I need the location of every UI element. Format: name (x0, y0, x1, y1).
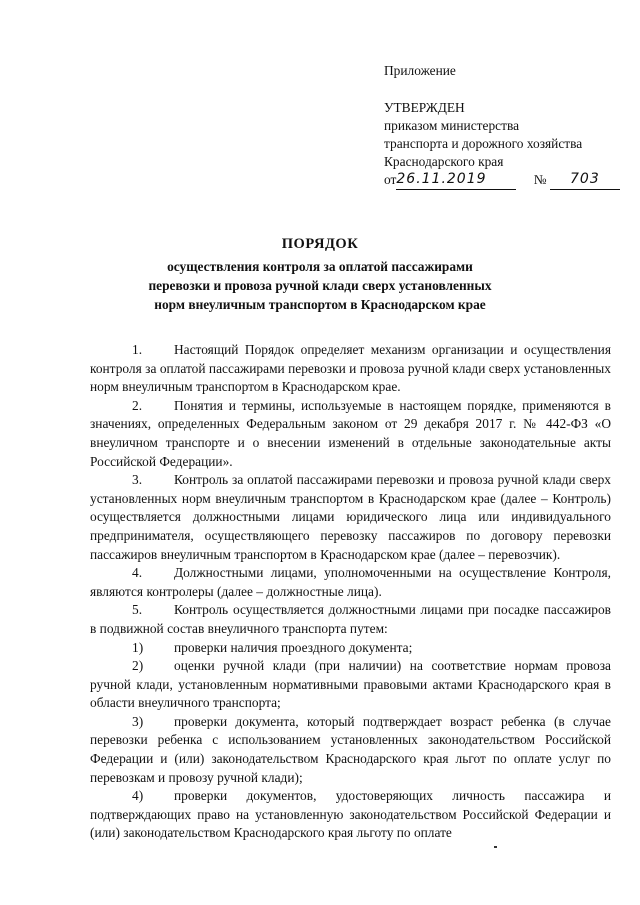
list-item-text: оценки ручной клади (при наличии) на соответствие нормам провоза ручной клади, установленным нормативными правовыми актами Краснодарского края в области внеуличного транспорта; (90, 658, 611, 711)
list-item-number: 4) (132, 788, 144, 804)
paragraph (90, 341, 611, 397)
subtitle-line-1: осуществления контроля за оплатой пассажирами (167, 259, 473, 274)
list-item-number: 3) (132, 713, 144, 729)
paragraph-text: Понятия и термины, используемые в настоящем порядке, применяются в значениях, определенных Федеральным законом от 29 декабря 2017 г. № 442-ФЗ «О внеуличном транспорте и о внесении изменений в отдельные законодательные акты Российской Федерации». (90, 397, 611, 469)
list-item (90, 713, 611, 787)
paragraph-text: Настоящий Порядок определяет механизм организации и осуществления контроля за оплатой пассажирами перевозки и провоза ручной клади сверх установленных норм внеуличным транспортом в Краснодарском крае. (90, 342, 611, 395)
list-item-text: проверки наличия проездного документа; (174, 639, 413, 655)
subtitle-line-3: норм внеуличным транспортом в Краснодарском крае (154, 297, 486, 312)
document-body (90, 341, 611, 843)
handwritten-number: 703 (570, 171, 600, 187)
paragraph-number: 2. (132, 397, 143, 413)
approval-block (384, 62, 624, 190)
paragraph-text: Должностными лицами, уполномоченными на осуществление Контроля, являются контролеры (далее – должностные лица). (90, 565, 611, 599)
list-item-number: 1) (132, 639, 144, 655)
subtitle-line-2: перевозки и провоза ручной клади сверх установленных (148, 278, 492, 293)
scan-speck (494, 846, 497, 848)
order-line-2: транспорта и дорожного хозяйства (384, 136, 583, 151)
paragraph-number: 5. (132, 602, 143, 618)
list-item (90, 657, 611, 713)
paragraph-number: 1. (132, 342, 143, 357)
number-prefix: № (533, 172, 547, 187)
paragraph-number: 3. (132, 472, 143, 488)
handwritten-date: 26.11.2019 (396, 171, 487, 187)
order-line-3: Краснодарского края (384, 154, 504, 169)
paragraph (90, 564, 611, 601)
list-item-text: проверки документа, который подтверждает возраст ребенка (в случае перевозки ребенка с использованием установленных законодательством Российской Федерации и (или) законодательством Краснодарского края льгот по оплате услуг по перевозкам и провозу ручной клади); (90, 713, 611, 785)
date-field (396, 171, 516, 190)
paragraph (90, 601, 611, 638)
order-line-1: приказом министерства (384, 118, 520, 133)
number-field (550, 171, 620, 190)
list-item-text: проверки документов, удостоверяющих личность пассажира и подтверждающих право на установленную законодательством Российской Федерации и (или) законодательством Краснодарского края льготу по оплате (90, 788, 611, 841)
paragraph (90, 471, 611, 564)
list-item (90, 639, 611, 658)
document-subtitle (0, 257, 640, 314)
date-prefix: от (384, 172, 397, 187)
paragraph-number: 4. (132, 565, 143, 581)
list-item (90, 787, 611, 843)
approved-label: УТВЕРЖДЕН (384, 100, 465, 115)
document-title: ПОРЯДОК (281, 236, 359, 252)
paragraph (90, 397, 611, 471)
paragraph-text: Контроль за оплатой пассажирами перевозки и провоза ручной клади сверх установленных норм внеуличным транспортом в Краснодарском крае (далее – Контроль) осуществляется должностными лицами юридического лица или индивидуального предпринимателя, осуществляющего перевозку пассажиров по договору перевозки пассажиров внеуличным транспортом в Краснодарском крае (далее – перевозчик). (90, 472, 611, 562)
list-item-number: 2) (132, 658, 144, 674)
paragraph-text: Контроль осуществляется должностными лицами при посадке пассажиров в подвижной состав внеуличного транспорта путем: (90, 602, 611, 636)
order-date-number (384, 171, 624, 190)
appendix-label: Приложение (384, 63, 456, 78)
